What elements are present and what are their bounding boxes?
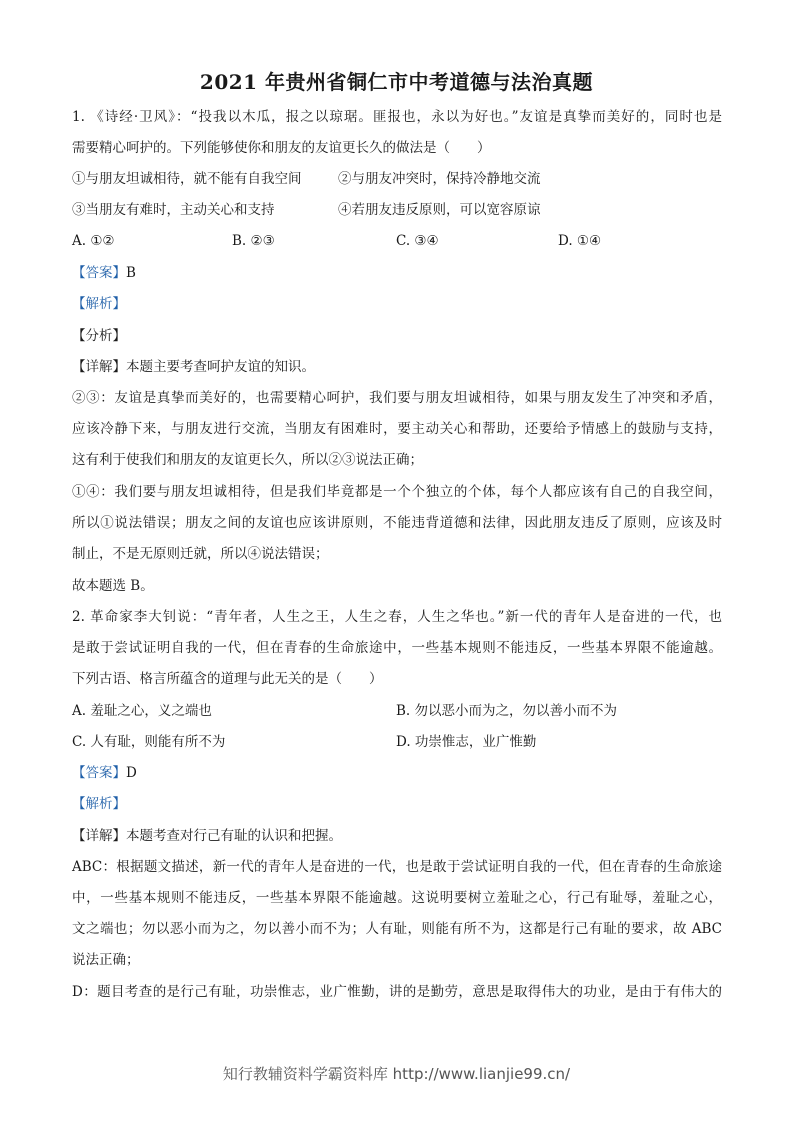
q1-explanation-line-1: ②③：友谊是真挚而美好的，也需要精心呵护，我们要与朋友坦诚相待，如果与朋友发生了冲突和矛盾， bbox=[72, 390, 722, 406]
q1-choice-a: A. ①② bbox=[72, 233, 115, 249]
q2-choice-a: A. 羞耻之心，义之端也 bbox=[72, 703, 212, 719]
q1-statement-4: ④若朋友违反原则，可以宽容原谅 bbox=[338, 202, 541, 218]
q2-explanation-line-3: 文之端也；勿以恶小而为之，勿以善小而不为；人有耻，则能有所不为，这都是行己有耻的要求，故 ABC bbox=[72, 921, 722, 937]
q2-detail-intro: 【详解】本题考查对行己有耻的认识和把握。 bbox=[72, 828, 342, 844]
q2-stem-line-1: 2. 革命家李大钊说：“青年者，人生之王，人生之春，人生之华也。”新一代的青年人是奋进的一代，也 bbox=[72, 609, 722, 625]
q1-choice-d: D. ①④ bbox=[558, 233, 602, 249]
q1-statement-3: ③当朋友有难时，主动关心和支持 bbox=[72, 202, 275, 218]
q1-fenxi-label: 【分析】 bbox=[72, 328, 126, 344]
q2-stem-line-3: 下列古语、格言所蕴含的道理与此无关的是（ ） bbox=[72, 671, 383, 687]
q1-statement-1: ①与朋友坦诚相待，就不能有自我空间 bbox=[72, 171, 302, 187]
q1-statement-2: ②与朋友冲突时，保持冷静地交流 bbox=[338, 171, 541, 187]
q1-explanation-line-4: ①④：我们要与朋友坦诚相待，但是我们毕竟都是一个个独立的个体，每个人都应该有自己的自我空间， bbox=[72, 484, 722, 500]
q1-detail-intro: 【详解】本题主要考查呵护友谊的知识。 bbox=[72, 359, 315, 375]
q2-explanation-line-4: 说法正确； bbox=[72, 952, 140, 968]
q1-answer-label: 【答案】 bbox=[72, 265, 126, 281]
page-title: 2021 年贵州省铜仁市中考道德与法治真题 bbox=[199, 70, 594, 94]
q2-answer-value: D bbox=[126, 765, 137, 781]
q2-analysis-label: 【解析】 bbox=[72, 796, 126, 812]
q1-choice-b: B. ②③ bbox=[232, 233, 275, 249]
q2-explanation-line-1: ABC：根据题文描述，新一代的青年人是奋进的一代，也是敢于尝试证明自我的一代，但在青春的生命旅途 bbox=[72, 859, 722, 875]
q2-explanation-line-2: 中，一些基本规则不能违反，一些基本界限不能逾越。这说明要树立羞耻之心，行己有耻辱，羞耻之心， bbox=[72, 890, 722, 906]
q2-choice-b: B. 勿以恶小而为之，勿以善小而不为 bbox=[396, 703, 618, 719]
q1-stem-line-2: 需要精心呵护的。下列能够使你和朋友的友谊更长久的做法是（ ） bbox=[72, 140, 491, 156]
q2-stem-line-2: 是敢于尝试证明自我的一代，但在青春的生命旅途中，一些基本规则不能违反，一些基本界限不能逾越。 bbox=[72, 640, 722, 656]
q1-conclusion: 故本题选 B。 bbox=[72, 578, 154, 594]
q1-analysis-label: 【解析】 bbox=[72, 296, 126, 312]
q1-stem-line-1: 1. 《诗经·卫风》：“投我以木瓜，报之以琼琚。匪报也，永以为好也。”友谊是真挚而美好的，同时也是 bbox=[72, 109, 722, 125]
q1-explanation-line-6: 制止，不是无原则迁就，所以④说法错误； bbox=[72, 546, 329, 562]
q2-answer-label: 【答案】 bbox=[72, 765, 126, 781]
q1-answer bbox=[72, 263, 136, 283]
q1-choice-c: C. ③④ bbox=[396, 233, 439, 249]
q1-explanation-line-2: 应该冷静下来，与朋友进行交流，当朋友有困难时，要主动关心和帮助，还要给予情感上的鼓励与支持， bbox=[72, 421, 722, 437]
q1-explanation-line-5: 所以①说法错误；朋友之间的友谊也应该讲原则，不能违背道德和法律，因此朋友违反了原则，应该及时 bbox=[72, 515, 722, 531]
q1-answer-value: B bbox=[126, 265, 136, 281]
footer-watermark: 知行教辅资料学霸资料库 http://www.lianjie99.cn/ bbox=[222, 1065, 571, 1083]
q2-choice-d: D. 功崇惟志，业广惟勤 bbox=[396, 734, 537, 750]
q2-choice-c: C. 人有耻，则能有所不为 bbox=[72, 734, 226, 750]
q1-explanation-line-3: 这有利于使我们和朋友的友谊更长久，所以②③说法正确； bbox=[72, 452, 423, 468]
q2-explanation-line-5: D：题目考查的是行己有耻，功崇惟志，业广惟勤，讲的是勤劳，意思是取得伟大的功业，是由于有伟大的 bbox=[72, 984, 722, 1000]
q2-answer bbox=[72, 763, 137, 783]
